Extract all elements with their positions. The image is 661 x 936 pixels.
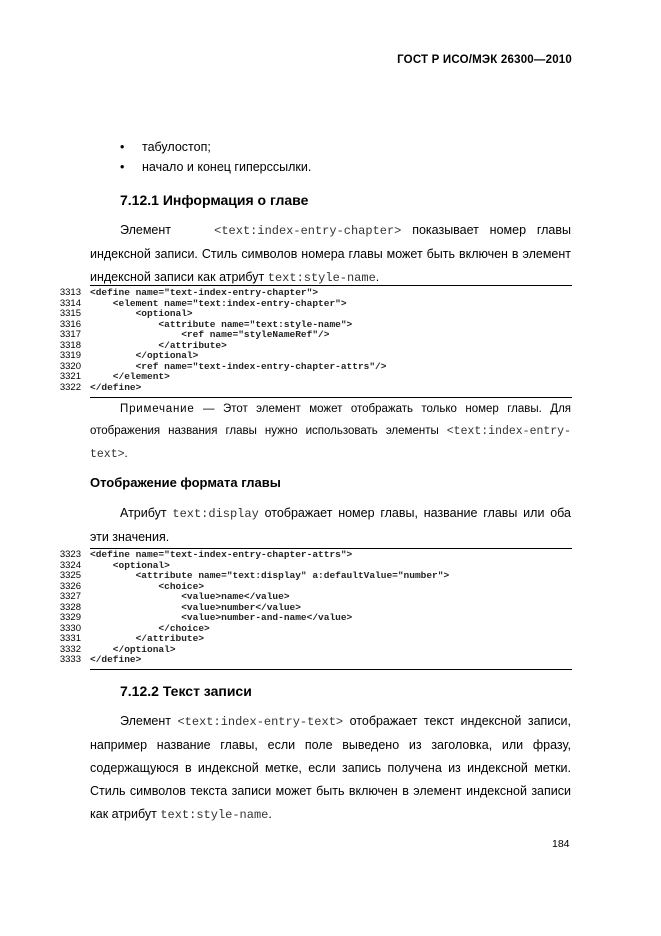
code-line — [54, 330, 572, 340]
code-text: <value>number</value> — [90, 601, 301, 613]
code-text: </define> — [90, 654, 142, 665]
line-number: 3321 — [59, 371, 81, 382]
para-text: отображает текст индексной записи, например название главы, если поле выведено из заголовка, или фразу, содержащуюся в индексной метке, если запись получена из индексной метки. Стиль символов текста записи может быть включен в элемент индексной записи как атрибут — [90, 714, 571, 821]
note-paragraph — [90, 398, 571, 466]
bullet-marker: • — [120, 140, 125, 154]
code-text: <attribute name="text:style-name"> — [90, 318, 353, 330]
code-text: </attribute> — [90, 339, 227, 351]
paragraph-chapter-element — [90, 219, 571, 290]
code-bottom-rule — [90, 669, 572, 670]
code-text: <ref name="text-index-entry-chapter-attrs"/> — [90, 360, 387, 372]
para-text: Элемент — [120, 223, 171, 237]
code-inline: text:style-name — [160, 808, 269, 822]
para-text: Элемент — [120, 714, 171, 728]
line-number: 3328 — [59, 601, 81, 613]
code-text: <value>name</value> — [90, 591, 290, 602]
line-number: 3332 — [59, 643, 81, 655]
code-line — [54, 550, 572, 560]
code-top-rule — [90, 285, 572, 286]
subheading-chapter-format: Отображение формата главы — [90, 475, 281, 490]
code-line — [54, 372, 572, 382]
code-line — [54, 582, 572, 592]
line-number: 3320 — [59, 360, 81, 372]
code-text: <optional> — [90, 559, 170, 571]
code-text: </attribute> — [90, 633, 205, 644]
line-number: 3322 — [59, 381, 81, 393]
code-inline: <text:index-entry-chapter> — [214, 224, 402, 238]
page-number: 184 — [552, 838, 570, 850]
code-text: </element> — [90, 371, 170, 382]
line-number: 3316 — [59, 318, 81, 330]
line-number: 3325 — [59, 570, 81, 581]
line-number: 3314 — [59, 297, 81, 309]
document-header: ГОСТ Р ИСО/МЭК 26300—2010 — [397, 54, 572, 66]
code-line — [54, 634, 572, 644]
code-line — [54, 309, 572, 319]
para-text: . — [375, 270, 380, 284]
line-number: 3323 — [59, 549, 81, 560]
code-text: <choice> — [90, 580, 205, 592]
para-text: Атрибут — [120, 506, 167, 520]
code-text: <attribute name="text:display" a:defaultValue="number"> — [90, 570, 450, 581]
line-number: 3317 — [59, 329, 81, 340]
paragraph-display-attribute — [90, 502, 571, 549]
note-text: — Этот элемент может отображать только номер главы. Для отображения названия главы нужно использовать элементы — [90, 403, 572, 437]
section-heading-chapter-info: 7.12.1 Информация о главе — [120, 192, 309, 208]
line-number: 3326 — [59, 580, 81, 592]
line-number: 3327 — [59, 591, 81, 602]
section-heading-entry-text: 7.12.2 Текст записи — [120, 683, 252, 699]
paragraph-entry-text-element — [90, 710, 571, 827]
code-line — [54, 603, 572, 613]
code-text: </define> — [90, 381, 142, 393]
code-text: </optional> — [90, 350, 199, 361]
code-line — [54, 592, 572, 602]
code-line — [54, 645, 572, 655]
line-number: 3333 — [59, 654, 81, 665]
code-inline: text:style-name — [267, 271, 376, 285]
code-line — [54, 383, 572, 393]
code-line — [54, 351, 572, 361]
code-text: </optional> — [90, 643, 176, 655]
line-number: 3331 — [59, 633, 81, 644]
code-line — [54, 288, 572, 298]
line-number: 3315 — [59, 308, 81, 319]
code-inline: <text:index-entry-text> — [177, 715, 344, 729]
bullet-text: табулостоп; — [142, 140, 211, 154]
code-line — [54, 320, 572, 330]
para-text: показывает номер главы индексной записи. Стиль символов номера главы может быть включен в элемент индексной записи как атрибут — [90, 223, 571, 284]
code-line — [54, 613, 572, 623]
code-line — [54, 655, 572, 665]
bullet-text: начало и конец гиперссылки. — [142, 160, 312, 174]
code-inline: text:display — [172, 507, 259, 521]
code-text: <optional> — [90, 308, 193, 319]
code-inline: <text:index-entry-text> — [90, 425, 571, 461]
code-text: <define name="text-index-entry-chapter"> — [90, 287, 319, 298]
note-end: . — [124, 448, 128, 460]
bullet-marker: • — [120, 160, 125, 174]
code-line — [54, 299, 572, 309]
code-line — [54, 362, 572, 372]
code-text: <value>number-and-name</value> — [90, 612, 353, 623]
code-text: </choice> — [90, 622, 210, 634]
code-text: <ref name="styleNameRef"/> — [90, 329, 330, 340]
line-number: 3313 — [59, 287, 81, 298]
code-line — [54, 341, 572, 351]
code-line — [54, 624, 572, 634]
code-text: <define name="text-index-entry-chapter-attrs"> — [90, 549, 353, 560]
para-text: отображает номер главы, название главы или оба эти значения. — [90, 506, 571, 544]
code-line — [54, 571, 572, 581]
code-line — [54, 561, 572, 571]
note-label: Примечание — [120, 403, 195, 415]
para-text: . — [268, 807, 272, 821]
line-number: 3329 — [59, 612, 81, 623]
line-number: 3330 — [59, 622, 81, 634]
line-number: 3319 — [59, 350, 81, 361]
code-text: <element name="text:index-entry-chapter"> — [90, 297, 347, 309]
line-number: 3318 — [59, 339, 81, 351]
line-number: 3324 — [59, 559, 81, 571]
